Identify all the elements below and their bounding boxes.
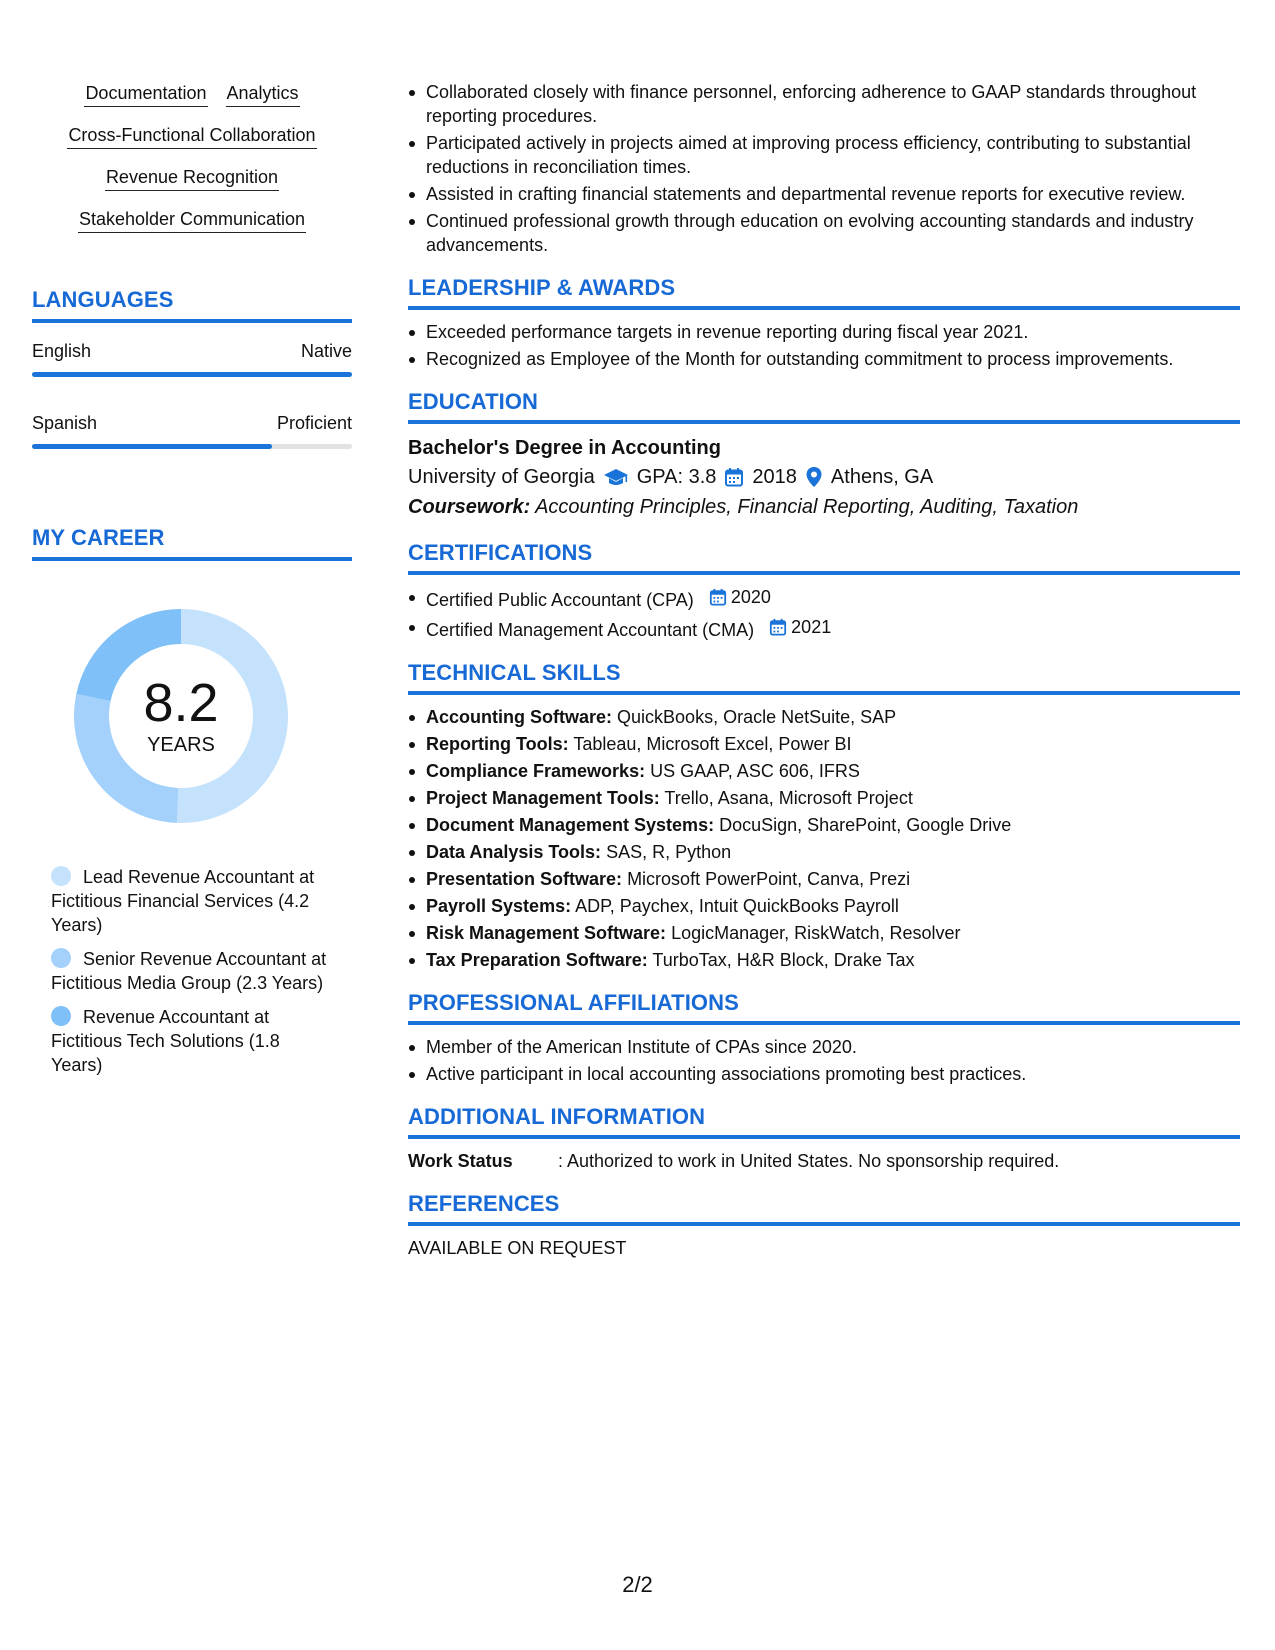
language-bar-fill (32, 444, 272, 449)
calendar-icon (709, 588, 727, 606)
skill-category: Presentation Software: (426, 869, 623, 889)
list-item: Recognized as Employee of the Month for outstanding commitment to process improvements. (426, 347, 1240, 371)
legend-dot (51, 948, 71, 968)
references-text: AVAILABLE ON REQUEST (408, 1238, 627, 1258)
references-heading: REFERENCES (408, 1191, 1240, 1226)
left-column (32, 82, 352, 1087)
education-meta (408, 462, 1240, 492)
skill-values: Trello, Asana, Microsoft Project (664, 788, 913, 808)
skill-category: Tax Preparation Software: (426, 950, 648, 970)
list-item (426, 615, 1240, 642)
career-total-years: 8.2 (143, 673, 219, 733)
language-item (32, 341, 352, 377)
legend-item (51, 1005, 331, 1077)
language-item (32, 413, 352, 449)
school-location: Athens, GA (830, 466, 934, 488)
work-status-value: : Authorized to work in United States. No sponsorship required. (558, 1151, 1060, 1171)
list-item (426, 867, 1240, 891)
legend-text: Senior Revenue Accountant at Fictitious Media Group (2.3 Years) (51, 949, 327, 993)
language-bar-fill (32, 372, 352, 377)
skill-values: SAS, R, Python (606, 842, 732, 862)
list-item: Exceeded performance targets in revenue reporting during fiscal year 2021. (426, 320, 1240, 344)
legend-item (51, 865, 331, 937)
legend-text: Lead Revenue Accountant at Fictitious Financial Services (4.2 Years) (51, 867, 315, 935)
list-item (426, 705, 1240, 729)
legend-text: Revenue Accountant at Fictitious Tech Solutions (1.8 Years) (51, 1007, 280, 1075)
cert-name: Certified Public Accountant (CPA) (426, 590, 694, 610)
language-bar (32, 444, 352, 449)
language-name: English (32, 341, 92, 361)
list-item (426, 585, 1240, 612)
skill-category: Accounting Software: (426, 707, 613, 727)
graduation-year: 2018 (752, 466, 797, 488)
skill-category: Reporting Tools: (426, 734, 569, 754)
career-legend (51, 865, 331, 1077)
language-bar (32, 372, 352, 377)
education-section (408, 389, 1240, 522)
cert-year: 2020 (730, 587, 771, 607)
graduation-cap-icon (603, 467, 629, 487)
list-item (426, 759, 1240, 783)
list-item (426, 921, 1240, 945)
additional-info-heading: ADDITIONAL INFORMATION (408, 1104, 1240, 1139)
legend-dot (51, 1006, 71, 1026)
coursework-list: Accounting Principles, Financial Reporting, Auditing, Taxation (535, 496, 1079, 518)
list-item (426, 732, 1240, 756)
language-name: Spanish (32, 413, 98, 433)
coursework-label: Coursework: (408, 496, 531, 518)
references-section (408, 1191, 1240, 1260)
career-heading: MY CAREER (32, 525, 352, 561)
skill-values: Microsoft PowerPoint, Canva, Prezi (627, 869, 911, 889)
school-name: University of Georgia (408, 466, 595, 488)
legend-dot (51, 866, 71, 886)
language-level: Proficient (276, 413, 352, 433)
skill-category: Document Management Systems: (426, 815, 715, 835)
right-column (408, 80, 1240, 1260)
list-item (426, 894, 1240, 918)
gpa: GPA: 3.8 (636, 466, 717, 488)
leadership-section (408, 275, 1240, 371)
coursework (408, 492, 1240, 522)
skill-category: Payroll Systems: (426, 896, 572, 916)
skill-tag: Cross-Functional Collaboration (67, 124, 316, 149)
page-number: 2/2 (622, 1572, 653, 1597)
cert-name: Certified Management Accountant (CMA) (426, 620, 755, 640)
list-item: Collaborated closely with finance personnel, enforcing adherence to GAAP standards throughout reporting procedures. (426, 80, 1240, 128)
skill-tag: Documentation (84, 82, 207, 107)
list-item (426, 948, 1240, 972)
skills-tags (32, 82, 352, 233)
career-years-unit: YEARS (147, 734, 215, 756)
education-heading: EDUCATION (408, 389, 1240, 424)
certifications-heading: CERTIFICATIONS (408, 540, 1240, 575)
list-item: Participated actively in projects aimed at improving process efficiency, contributing to substantial reductions in reconciliation times. (426, 131, 1240, 179)
skill-category: Compliance Frameworks: (426, 761, 646, 781)
list-item: Active participant in local accounting associations promoting best practices. (426, 1062, 1240, 1086)
list-item: Continued professional growth through education on evolving accounting standards and industry advancements. (426, 209, 1240, 257)
skill-category: Risk Management Software: (426, 923, 667, 943)
experience-bullets (408, 80, 1240, 257)
skill-category: Project Management Tools: (426, 788, 660, 808)
skill-tag: Stakeholder Communication (78, 208, 306, 233)
list-item (426, 840, 1240, 864)
affiliations-heading: PROFESSIONAL AFFILIATIONS (408, 990, 1240, 1025)
technical-skills-list (408, 705, 1240, 972)
skill-tag: Revenue Recognition (105, 166, 279, 191)
list-item: Member of the American Institute of CPAs since 2020. (426, 1035, 1240, 1059)
skill-values: QuickBooks, Oracle NetSuite, SAP (617, 707, 897, 727)
location-pin-icon (805, 466, 823, 488)
languages-heading: LANGUAGES (32, 287, 352, 323)
degree-title: Bachelor's Degree in Accounting (408, 437, 721, 459)
skill-values: TurboTax, H&R Block, Drake Tax (652, 950, 915, 970)
leadership-heading: LEADERSHIP & AWARDS (408, 275, 1240, 310)
calendar-icon (769, 618, 787, 636)
work-status-label: Work Status (408, 1151, 513, 1171)
calendar-icon (724, 467, 744, 487)
certifications-section (408, 540, 1240, 642)
technical-skills-section (408, 660, 1240, 972)
legend-item (51, 947, 331, 995)
language-level: Native (300, 341, 352, 361)
skill-values: DocuSign, SharePoint, Google Drive (719, 815, 1012, 835)
career-donut-chart (66, 601, 296, 831)
affiliations-section (408, 990, 1240, 1086)
list-item (426, 813, 1240, 837)
skill-values: US GAAP, ASC 606, IFRS (650, 761, 860, 781)
list-item: Assisted in crafting financial statements and departmental revenue reports for executive review. (426, 182, 1240, 206)
skill-tag: Analytics (226, 82, 300, 107)
additional-info-section (408, 1104, 1240, 1173)
cert-year: 2021 (791, 617, 832, 637)
skill-category: Data Analysis Tools: (426, 842, 602, 862)
skill-values: ADP, Paychex, Intuit QuickBooks Payroll (575, 896, 899, 916)
technical-skills-heading: TECHNICAL SKILLS (408, 660, 1240, 695)
skill-values: Tableau, Microsoft Excel, Power BI (573, 734, 852, 754)
skill-values: LogicManager, RiskWatch, Resolver (671, 923, 961, 943)
list-item (426, 786, 1240, 810)
